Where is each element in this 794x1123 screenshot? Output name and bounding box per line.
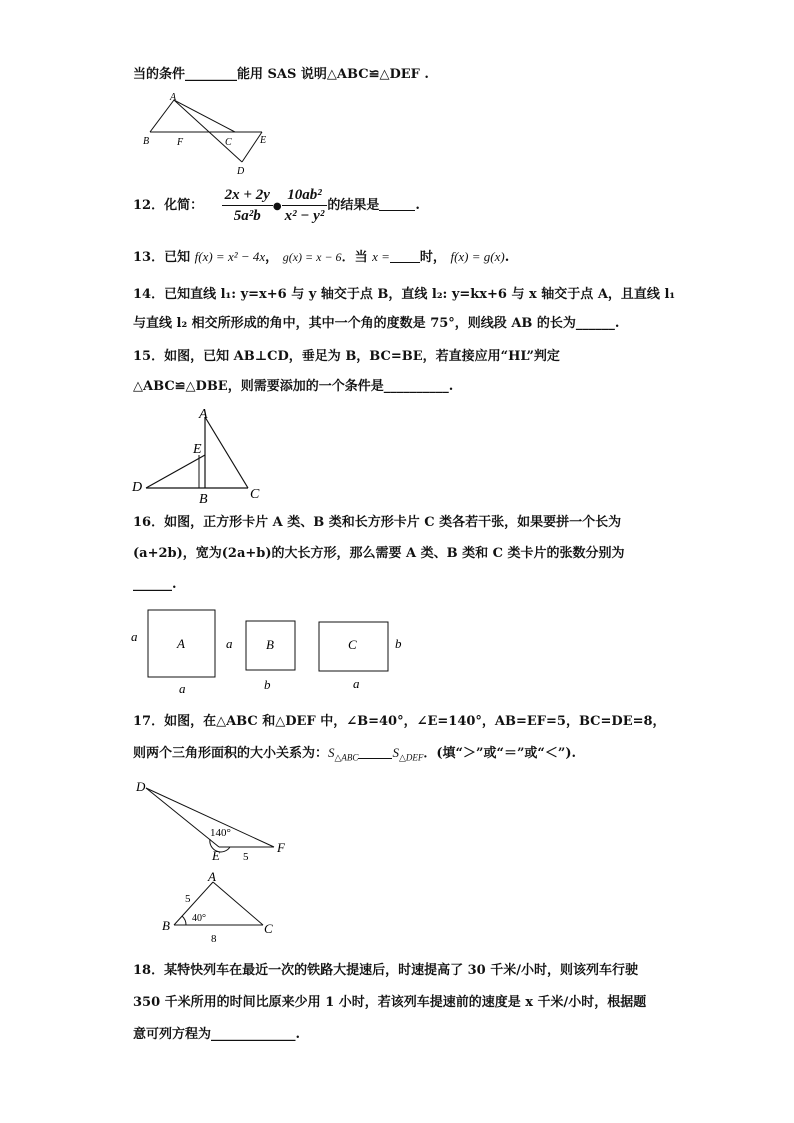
q16-line-1: 16．如图，正方形卡片 A 类、B 类和长方形卡片 C 类各若干张，如果要拼一个长为 (133, 515, 622, 530)
label-b: B (199, 492, 208, 507)
card-c-label: C (348, 637, 357, 652)
side-ab-label: 5 (185, 893, 191, 905)
card-b-label: B (266, 637, 274, 652)
side-ef-label: 5 (243, 851, 249, 863)
label-f: F (277, 840, 285, 855)
label-e: E (260, 135, 267, 146)
q12-fraction-2: $\frac{\text{10ab²}}{\text{x² − y²}}$ (282, 185, 328, 226)
label-e: E (193, 442, 202, 457)
q17-line-2: 则两个三角形面积的大小关系为：$S_{\triangle ABC}$ $S_{\triangle DEF}$．(填“＞”或“＝”或“＜”). (133, 745, 577, 763)
angle-b-label: 40° (192, 913, 206, 924)
q12-fraction-1: $\frac{2x + 2y}{\text{5a²b}}$ (222, 185, 273, 226)
q13: 13．已知 f(x) = x² − 4x， g(x) = x − 6．当 x = 时， f(x) = g(x). (133, 249, 510, 265)
q12: 12．化简： $\frac{2x + 2y}{\text{5a²b}}$ ● $\frac{\text{10ab²}}{\text{x² − y²}}$ 的结果是 . (133, 187, 420, 224)
label-b: B (162, 918, 170, 933)
q14-line-2: 与直线 l₂ 相交所形成的角中，其中一个角的度数是 75°，则线段 AB 的长为______. (133, 316, 620, 331)
label-c: C (264, 921, 273, 936)
label-a: A (199, 407, 208, 422)
label-a: A (208, 869, 216, 884)
card-a-left-label: a (131, 629, 138, 644)
label-c: C (250, 487, 260, 502)
label-d: D (136, 779, 146, 794)
label-b: B (143, 136, 150, 147)
label-c: C (225, 137, 232, 148)
card-b-bottom: b (264, 677, 271, 692)
q11-figure (140, 90, 275, 180)
q18-line-1: 18．某特快列车在最近一次的铁路大提速后，时速提高了 30 千米/小时，则该列车行驶 (133, 963, 638, 978)
label-e: E (212, 848, 220, 863)
label-d: D (237, 166, 245, 177)
q16-figure (128, 604, 408, 699)
card-c-bottom: a (353, 676, 360, 691)
card-a-side: a (226, 636, 233, 651)
q17-line-1: 17．如图，在△ABC 和△DEF 中，∠B=40°，∠E=140°，AB=EF=5，BC=DE=8， (133, 714, 666, 729)
q18-line-2: 350 千米所用的时间比原来少用 1 小时，若该列车提速前的速度是 x 千米/小时，根据题 (133, 995, 647, 1010)
label-d: D (132, 480, 143, 495)
card-a-label: A (177, 636, 185, 651)
q17-figure-def (134, 778, 294, 863)
label-f: F (177, 137, 184, 148)
q15-line-1: 15．如图，已知 AB⊥CD，垂足为 B，BC=BE，若直接应用“HL”判定 (133, 349, 560, 364)
q14-line-1: 14．已知直线 l₁: y=x+6 与 y 轴交于点 B，直线 l₂: y=kx+6 与 x 轴交于点 A，且直线 l₁ (133, 287, 676, 302)
q16-line-2: (a+2b)，宽为(2a+b)的大长方形，那么需要 A 类、B 类和 C 类卡片的张数分别为 (133, 546, 625, 561)
side-bc-label: 8 (211, 933, 217, 945)
card-a-bottom: a (179, 681, 186, 696)
angle-e-label: 140° (210, 827, 231, 839)
q17-figure-abc (160, 868, 285, 948)
label-a: A (170, 92, 177, 103)
q11-text: 当的条件________能用 SAS 说明△ABC≌△DEF . (133, 67, 429, 82)
q18-line-3: 意可列方程为_____________. (133, 1027, 301, 1042)
q15-line-2: △ABC≌△DBE，则需要添加的一个条件是__________. (133, 379, 454, 394)
q15-figure (130, 405, 270, 505)
q16-line-3: ______. (133, 577, 177, 592)
card-c-side: b (395, 636, 402, 651)
